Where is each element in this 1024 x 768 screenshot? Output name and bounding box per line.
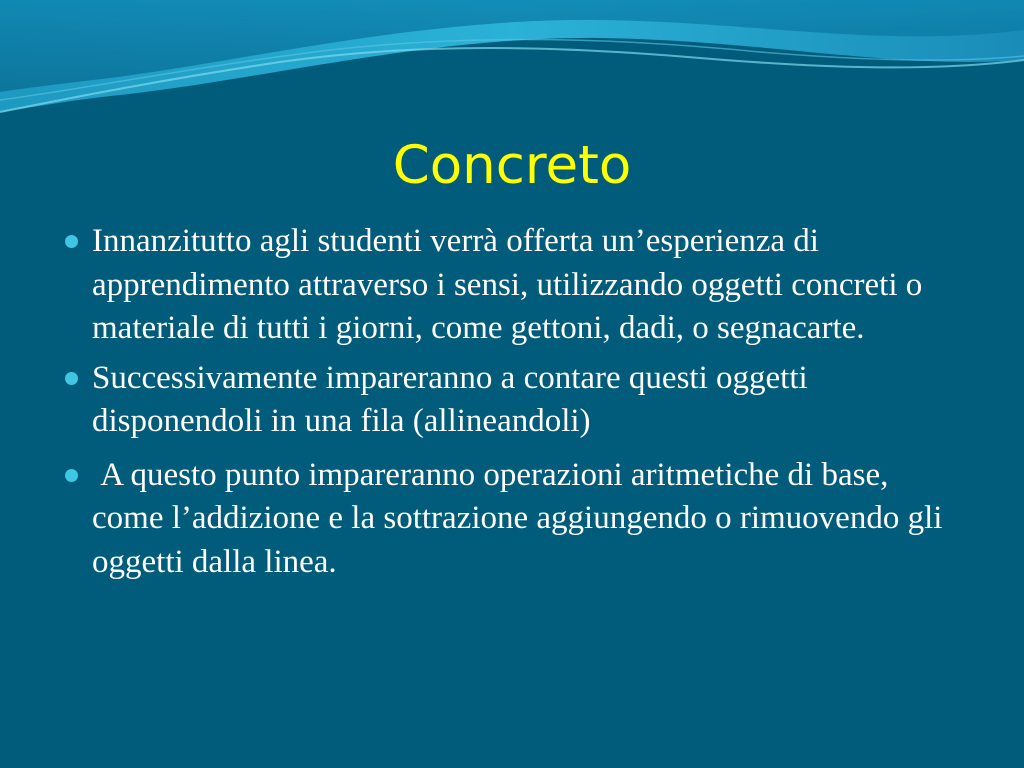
bullet-list bbox=[62, 220, 962, 590]
slide-title: Concreto bbox=[392, 135, 632, 196]
bullet-text: Successivamente impareranno a contare questi oggetti disponendoli in una fila (allineandoli) bbox=[92, 359, 808, 439]
bullet-item bbox=[62, 454, 962, 585]
bullet-text: Innanzitutto agli studenti verrà offerta un’esperienza di apprendimento attraverso i sensi, utilizzando oggetti concreti o materiale di tutti i giorni, come gettoni, dadi, o segnacarte. bbox=[92, 223, 923, 346]
bullet-item bbox=[62, 357, 962, 444]
header-wave-decoration bbox=[0, 0, 1024, 130]
bullet-dot-icon bbox=[65, 372, 78, 385]
bullet-dot-icon bbox=[65, 235, 78, 248]
bullet-item bbox=[62, 220, 962, 351]
bullet-text: A questo punto impareranno operazioni aritmetiche di base, come l’addizione e la sottrazione aggiungendo o rimuovendo gli oggetti dalla linea. bbox=[92, 456, 951, 580]
bullet-dot-icon bbox=[65, 469, 78, 482]
